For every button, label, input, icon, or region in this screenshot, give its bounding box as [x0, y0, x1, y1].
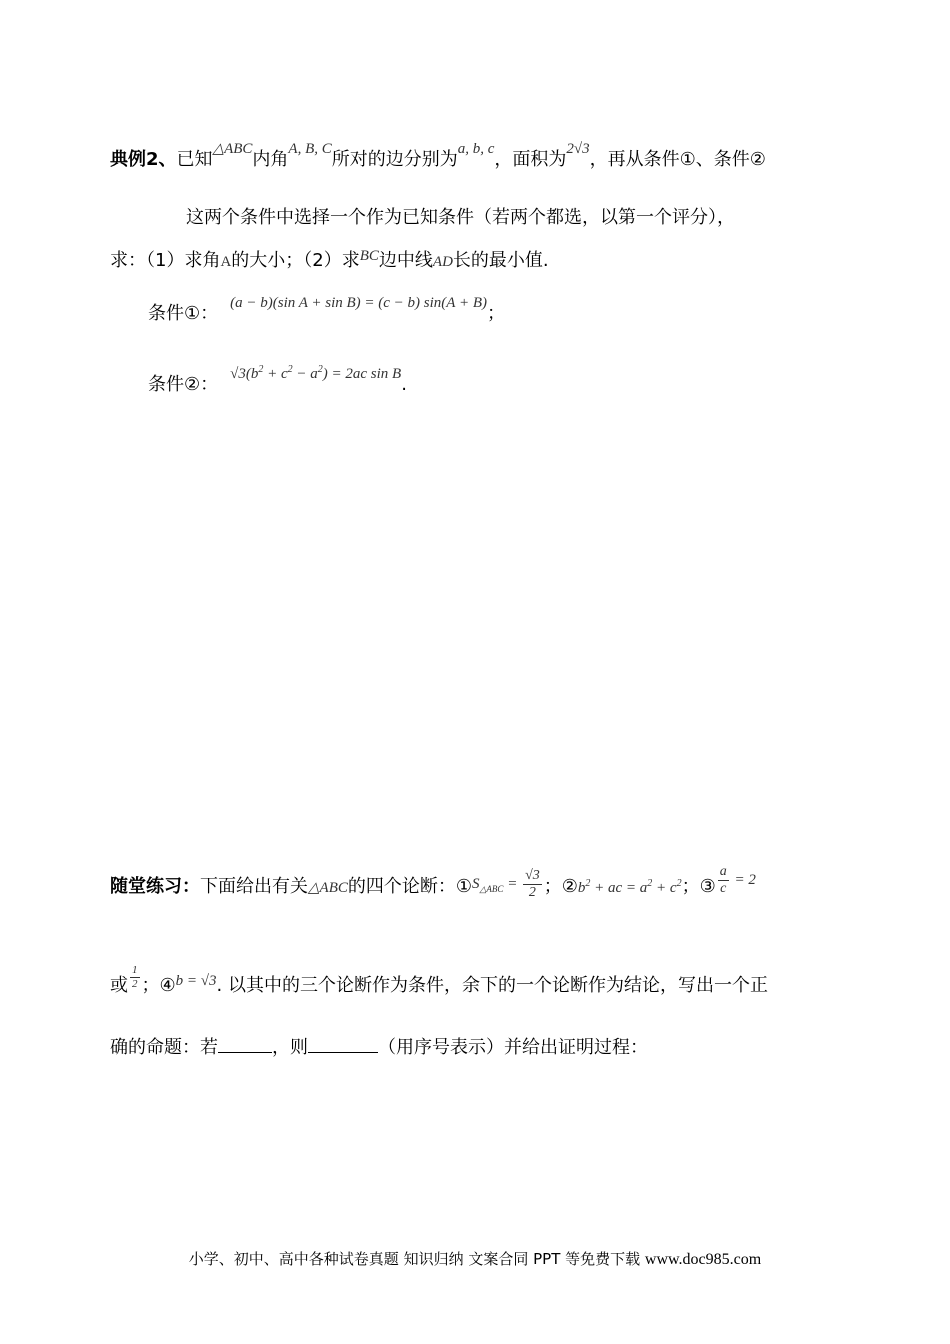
condition-2-formula: [230, 366, 401, 382]
area-math: 2√3: [566, 141, 590, 157]
condition-1: [148, 295, 505, 327]
formula-part: + ac = a: [590, 880, 648, 896]
footer-url[interactable]: www.doc985.com: [644, 1251, 762, 1268]
angles-math: A, B, C: [288, 141, 332, 157]
formula-part: − a: [292, 366, 318, 382]
formula-part: + c: [263, 366, 288, 382]
practice-line-2: [110, 964, 768, 1001]
condition-1-label: 条件①：: [148, 303, 219, 324]
practice-line-1: [110, 864, 756, 905]
example-text: ，再从条件①、条件②: [589, 149, 766, 170]
example-text: 内角: [252, 149, 289, 170]
formula-part: + c: [652, 880, 677, 896]
condition-2-math: [578, 880, 682, 896]
example-line-3: [110, 249, 549, 274]
practice-text: 或: [110, 975, 128, 996]
example-label: 典例2、: [110, 149, 177, 170]
fraction-denominator: 2: [132, 978, 138, 991]
sides-math: a, b, c: [457, 141, 495, 157]
angle-a-math: A: [220, 254, 232, 270]
fraction-numerator: 1: [132, 964, 138, 977]
example-text: 边中线: [378, 250, 433, 271]
fraction-sqrt3-over-2: [523, 868, 542, 901]
condition-2: [148, 364, 407, 398]
formula-exponent: 2: [317, 364, 323, 375]
b-equals-sqrt3: b = √3: [175, 973, 217, 989]
practice-text: ；④: [141, 975, 176, 996]
practice-line-3: [110, 1032, 648, 1060]
formula-exponent: 2: [287, 364, 293, 375]
formula-part: ) = 2ac sin B: [322, 366, 402, 382]
triangle-abc-math: △ABC: [308, 880, 348, 896]
formula-part: b: [577, 880, 586, 896]
example-text: ，面积为: [494, 149, 567, 170]
example-text: 求：（1）求角: [110, 250, 221, 271]
ratio-formula: [716, 864, 756, 897]
answer-blank-then[interactable]: [308, 1032, 378, 1053]
example-text: 长的最小值.: [452, 250, 549, 271]
formula-part: √3(b: [230, 366, 259, 382]
footer-text: 小学、初中、高中各种试卷真题 知识归纳 文案合同 PPT 等免费下载: [188, 1250, 645, 1268]
example-line-1: [110, 141, 766, 173]
practice-text: 确的命题：若: [110, 1037, 218, 1058]
triangle-abc-math: △ABC: [212, 141, 253, 157]
page-footer: [0, 1248, 950, 1269]
half-formula: [128, 964, 142, 991]
area-subscript: △ABC: [479, 884, 504, 894]
area-formula: [472, 868, 544, 901]
answer-blank-if[interactable]: [218, 1032, 272, 1053]
fraction-denominator: c: [720, 881, 727, 897]
formula-exponent: 2: [258, 364, 264, 375]
bc-math: BC: [359, 248, 379, 264]
example-text: 所对的边分别为: [331, 149, 458, 170]
formula-exponent: 2: [647, 878, 653, 889]
fraction-denominator: 2: [528, 885, 536, 901]
practice-text: . 以其中的三个论断作为条件，余下的一个论断作为结论，写出一个正: [216, 975, 768, 996]
practice-label: 随堂练习：: [110, 876, 200, 897]
fraction-numerator: a: [719, 864, 727, 880]
practice-text: ；③: [681, 876, 716, 897]
ad-math: AD: [432, 254, 453, 270]
practice-text: 下面给出有关: [200, 876, 308, 897]
formula-exponent: 2: [676, 878, 682, 889]
condition-2-label: 条件②：: [148, 374, 219, 395]
example-text: 的大小；（2）求: [231, 250, 360, 271]
practice-text: ；②: [543, 876, 578, 897]
practice-text: ，则: [272, 1037, 308, 1058]
fraction-a-over-c: [718, 864, 729, 897]
fraction-one-half: [130, 964, 140, 991]
practice-text: （用序号表示）并给出证明过程：: [378, 1037, 648, 1058]
condition-1-end: ；: [486, 303, 505, 324]
example-text: 这两个条件中选择一个作为已知条件（若两个都选，以第一个评分），: [186, 207, 735, 228]
equals-two: = 2: [730, 872, 756, 888]
formula-exponent: 2: [585, 878, 591, 889]
equals-sign: =: [503, 876, 522, 892]
condition-2-end: .: [401, 374, 407, 395]
example-line-2: [186, 206, 735, 230]
condition-1-formula: (a − b)(sin A + sin B) = (c − b) sin(A + B): [230, 295, 487, 311]
practice-text: 的四个论断：①: [347, 876, 473, 897]
area-symbol: S: [472, 876, 480, 892]
fraction-numerator: √3: [525, 868, 540, 884]
example-text: 已知: [176, 149, 213, 170]
